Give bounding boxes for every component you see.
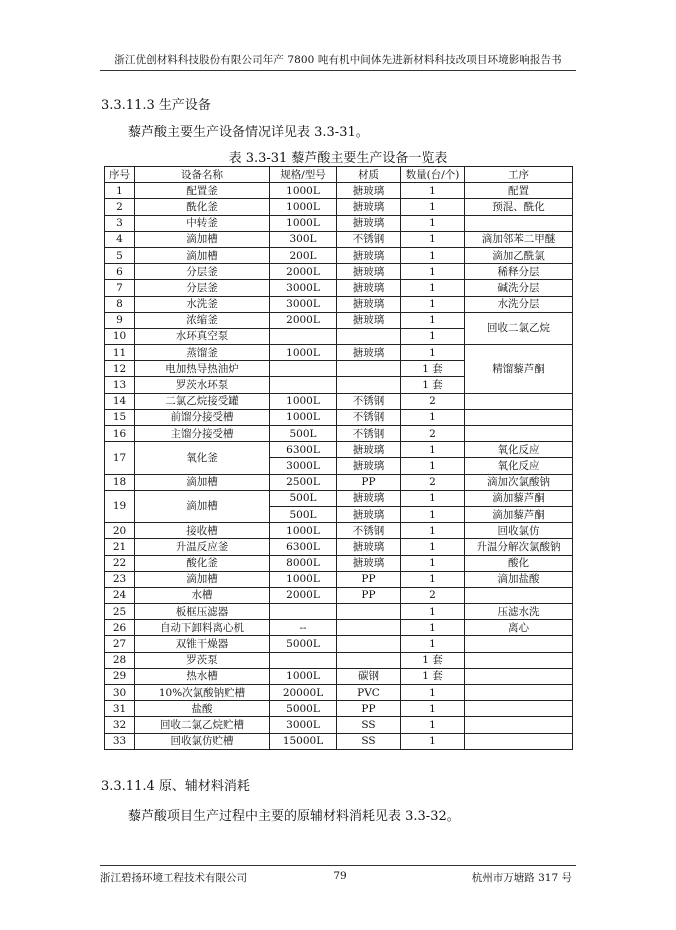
material-cell: SS bbox=[337, 733, 401, 749]
quantity-cell: 1 bbox=[401, 733, 465, 749]
index-cell: 23 bbox=[105, 571, 135, 587]
header-cell-material: 材质 bbox=[337, 167, 401, 183]
spec-cell bbox=[270, 328, 337, 344]
table-row bbox=[105, 409, 573, 425]
table-row bbox=[105, 215, 573, 231]
section-heading-equipment: 3.3.11.3 生产设备 bbox=[101, 98, 211, 113]
process-cell bbox=[465, 685, 573, 701]
spec-cell: 1000L bbox=[270, 523, 337, 539]
process-cell: 稀释分层 bbox=[465, 264, 573, 280]
index-cell: 30 bbox=[105, 685, 135, 701]
material-cell: PP bbox=[337, 571, 401, 587]
index-cell: 29 bbox=[105, 668, 135, 684]
quantity-cell: 1 bbox=[401, 717, 465, 733]
process-cell: 回收氯仿 bbox=[465, 523, 573, 539]
table-row bbox=[105, 426, 573, 442]
index-cell: 3 bbox=[105, 215, 135, 231]
material-cell bbox=[337, 652, 401, 668]
spec-cell: 300L bbox=[270, 231, 337, 247]
spec-cell: 3000L bbox=[270, 717, 337, 733]
spec-cell: 2000L bbox=[270, 587, 337, 603]
process-cell bbox=[465, 636, 573, 652]
process-cell bbox=[465, 652, 573, 668]
spec-cell bbox=[270, 361, 337, 377]
material-cell: 搪玻璃 bbox=[337, 247, 401, 263]
quantity-cell: 1 bbox=[401, 604, 465, 620]
equipment-cell: 滴加槽 bbox=[135, 571, 270, 587]
quantity-cell: 1 bbox=[401, 620, 465, 636]
spec-cell: -- bbox=[270, 620, 337, 636]
process-cell: 滴加藜芦酮 bbox=[465, 490, 573, 506]
material-cell: PP bbox=[337, 587, 401, 603]
table-row bbox=[105, 636, 573, 652]
process-cell: 滴加盐酸 bbox=[465, 571, 573, 587]
index-cell: 2 bbox=[105, 199, 135, 215]
index-cell: 6 bbox=[105, 264, 135, 280]
spec-cell bbox=[270, 377, 337, 393]
quantity-cell: 1 bbox=[401, 409, 465, 425]
spec-cell: 1000L bbox=[270, 571, 337, 587]
index-cell: 32 bbox=[105, 717, 135, 733]
index-cell: 15 bbox=[105, 409, 135, 425]
spec-cell: 3000L bbox=[270, 458, 337, 474]
quantity-cell: 1 bbox=[401, 247, 465, 263]
index-cell: 22 bbox=[105, 555, 135, 571]
index-cell: 13 bbox=[105, 377, 135, 393]
quantity-cell: 1 bbox=[401, 345, 465, 361]
equipment-cell: 双锥干燥器 bbox=[135, 636, 270, 652]
equipment-table bbox=[104, 166, 573, 750]
spec-cell bbox=[270, 652, 337, 668]
material-cell: 搪玻璃 bbox=[337, 280, 401, 296]
spec-cell: 1000L bbox=[270, 183, 337, 199]
index-cell: 8 bbox=[105, 296, 135, 312]
table-row bbox=[105, 555, 573, 571]
quantity-cell: 1 bbox=[401, 231, 465, 247]
table-row bbox=[105, 587, 573, 603]
header-rule bbox=[100, 70, 576, 71]
table-row bbox=[105, 474, 573, 490]
spec-cell: 500L bbox=[270, 506, 337, 522]
material-cell: PP bbox=[337, 701, 401, 717]
equipment-cell: 接收槽 bbox=[135, 523, 270, 539]
spec-cell: 1000L bbox=[270, 409, 337, 425]
spec-cell: 20000L bbox=[270, 685, 337, 701]
material-cell: 搪玻璃 bbox=[337, 264, 401, 280]
spec-cell: 5000L bbox=[270, 701, 337, 717]
process-cell: 升温分解次氯酸钠 bbox=[465, 539, 573, 555]
spec-cell: 200L bbox=[270, 247, 337, 263]
material-cell: 搪玻璃 bbox=[337, 296, 401, 312]
spec-cell: 3000L bbox=[270, 296, 337, 312]
table-caption: 表 3.3-31 藜芦酸主要生产设备一览表 bbox=[228, 151, 448, 166]
equipment-cell: 罗茨水环泵 bbox=[135, 377, 270, 393]
material-cell: PP bbox=[337, 474, 401, 490]
spec-cell: 6300L bbox=[270, 539, 337, 555]
quantity-cell: 1 bbox=[401, 199, 465, 215]
spec-cell: 1000L bbox=[270, 199, 337, 215]
material-cell: 搪玻璃 bbox=[337, 539, 401, 555]
table-row bbox=[105, 312, 573, 328]
spec-cell: 5000L bbox=[270, 636, 337, 652]
equipment-cell: 滴加槽 bbox=[135, 247, 270, 263]
table-row bbox=[105, 539, 573, 555]
index-cell: 20 bbox=[105, 523, 135, 539]
quantity-cell: 1 bbox=[401, 312, 465, 328]
quantity-cell: 1 bbox=[401, 685, 465, 701]
spec-cell: 2000L bbox=[270, 264, 337, 280]
process-cell bbox=[465, 587, 573, 603]
material-cell: 不锈钢 bbox=[337, 426, 401, 442]
spec-cell: 2000L bbox=[270, 312, 337, 328]
spec-cell: 1000L bbox=[270, 345, 337, 361]
table-row bbox=[105, 442, 573, 458]
index-cell: 25 bbox=[105, 604, 135, 620]
quantity-cell: 1 bbox=[401, 490, 465, 506]
table-row bbox=[105, 393, 573, 409]
table-row bbox=[105, 668, 573, 684]
material-cell: 搪玻璃 bbox=[337, 215, 401, 231]
quantity-cell: 1 bbox=[401, 264, 465, 280]
quantity-cell: 1 bbox=[401, 523, 465, 539]
equipment-cell: 浓缩釜 bbox=[135, 312, 270, 328]
quantity-cell: 2 bbox=[401, 426, 465, 442]
spec-cell: 1000L bbox=[270, 215, 337, 231]
process-cell: 滴加邻苯二甲醚 bbox=[465, 231, 573, 247]
index-cell: 31 bbox=[105, 701, 135, 717]
process-cell bbox=[465, 215, 573, 231]
quantity-cell: 2 bbox=[401, 393, 465, 409]
material-cell bbox=[337, 361, 401, 377]
material-cell: 不锈钢 bbox=[337, 393, 401, 409]
footer-rule bbox=[100, 865, 576, 866]
equipment-cell: 滴加槽 bbox=[135, 474, 270, 490]
material-cell: 不锈钢 bbox=[337, 523, 401, 539]
equipment-cell: 分层釜 bbox=[135, 280, 270, 296]
process-cell bbox=[465, 668, 573, 684]
equipment-cell: 板框压滤器 bbox=[135, 604, 270, 620]
process-cell: 配置 bbox=[465, 183, 573, 199]
material-cell: 搪玻璃 bbox=[337, 183, 401, 199]
process-cell: 氧化反应 bbox=[465, 458, 573, 474]
material-cell: 碳钢 bbox=[337, 668, 401, 684]
equipment-cell: 盐酸 bbox=[135, 701, 270, 717]
running-header: 浙江优创材料科技股份有限公司年产 7800 吨有机中间体先进新材料科技改项目环境影响报告书 bbox=[114, 54, 562, 66]
equipment-cell: 罗茨泵 bbox=[135, 652, 270, 668]
spec-cell bbox=[270, 604, 337, 620]
quantity-cell: 1 bbox=[401, 280, 465, 296]
equipment-cell: 水环真空泵 bbox=[135, 328, 270, 344]
header-cell-equipment: 设备名称 bbox=[135, 167, 270, 183]
index-cell: 5 bbox=[105, 247, 135, 263]
spec-cell: 3000L bbox=[270, 280, 337, 296]
spec-cell: 6300L bbox=[270, 442, 337, 458]
material-cell: 搪玻璃 bbox=[337, 490, 401, 506]
table-row bbox=[105, 701, 573, 717]
equipment-cell: 回收氯仿贮槽 bbox=[135, 733, 270, 749]
index-cell: 24 bbox=[105, 587, 135, 603]
equipment-cell: 热水槽 bbox=[135, 668, 270, 684]
equipment-cell: 自动下卸料离心机 bbox=[135, 620, 270, 636]
material-cell: 搪玻璃 bbox=[337, 506, 401, 522]
table-row bbox=[105, 717, 573, 733]
material-cell: 搪玻璃 bbox=[337, 199, 401, 215]
equipment-cell: 10%次氯酸钠贮槽 bbox=[135, 685, 270, 701]
spec-cell: 500L bbox=[270, 490, 337, 506]
process-cell bbox=[465, 426, 573, 442]
footer-company: 浙江碧扬环境工程技术有限公司 bbox=[100, 872, 247, 884]
table-row bbox=[105, 231, 573, 247]
quantity-cell: 1 bbox=[401, 571, 465, 587]
process-cell: 回收二氯乙烷 bbox=[465, 312, 573, 344]
quantity-cell: 2 bbox=[401, 587, 465, 603]
equipment-cell: 酰化釜 bbox=[135, 199, 270, 215]
process-cell bbox=[465, 409, 573, 425]
header-cell-spec: 规格/型号 bbox=[270, 167, 337, 183]
header-cell-process: 工序 bbox=[465, 167, 573, 183]
header-cell-quantity: 数量(台/个) bbox=[401, 167, 465, 183]
index-cell: 7 bbox=[105, 280, 135, 296]
process-cell: 滴加藜芦酮 bbox=[465, 506, 573, 522]
process-cell: 滴加乙酰氯 bbox=[465, 247, 573, 263]
process-cell bbox=[465, 701, 573, 717]
quantity-cell: 1 bbox=[401, 296, 465, 312]
quantity-cell: 1 bbox=[401, 328, 465, 344]
table-row bbox=[105, 296, 573, 312]
equipment-cell: 前馏分接受槽 bbox=[135, 409, 270, 425]
index-cell: 4 bbox=[105, 231, 135, 247]
equipment-cell: 主馏分接受槽 bbox=[135, 426, 270, 442]
quantity-cell: 1 bbox=[401, 506, 465, 522]
material-cell: 搪玻璃 bbox=[337, 312, 401, 328]
quantity-cell: 1 bbox=[401, 458, 465, 474]
material-cell bbox=[337, 377, 401, 393]
equipment-cell: 滴加槽 bbox=[135, 231, 270, 247]
header-cell-index: 序号 bbox=[105, 167, 135, 183]
quantity-cell: 1 bbox=[401, 555, 465, 571]
material-cell: 搪玻璃 bbox=[337, 458, 401, 474]
table-row bbox=[105, 652, 573, 668]
index-cell: 18 bbox=[105, 474, 135, 490]
table-row bbox=[105, 490, 573, 506]
material-cell bbox=[337, 328, 401, 344]
material-cell: 搪玻璃 bbox=[337, 345, 401, 361]
material-cell: 不锈钢 bbox=[337, 231, 401, 247]
equipment-cell: 电加热导热油炉 bbox=[135, 361, 270, 377]
quantity-cell: 1 bbox=[401, 442, 465, 458]
section-heading-materials: 3.3.11.4 原、辅材料消耗 bbox=[101, 779, 250, 794]
index-cell: 17 bbox=[105, 442, 135, 474]
table-row bbox=[105, 733, 573, 749]
table-row bbox=[105, 247, 573, 263]
index-cell: 11 bbox=[105, 345, 135, 361]
process-cell: 酸化 bbox=[465, 555, 573, 571]
quantity-cell: 1 套 bbox=[401, 361, 465, 377]
quantity-cell: 1 bbox=[401, 539, 465, 555]
process-cell bbox=[465, 717, 573, 733]
equipment-cell: 分层釜 bbox=[135, 264, 270, 280]
index-cell: 14 bbox=[105, 393, 135, 409]
quantity-cell: 1 套 bbox=[401, 652, 465, 668]
material-cell bbox=[337, 636, 401, 652]
process-cell bbox=[465, 733, 573, 749]
index-cell: 33 bbox=[105, 733, 135, 749]
index-cell: 12 bbox=[105, 361, 135, 377]
index-cell: 10 bbox=[105, 328, 135, 344]
footer-address: 杭州市万塘路 317 号 bbox=[471, 872, 572, 884]
table-row bbox=[105, 620, 573, 636]
process-cell: 压滤水洗 bbox=[465, 604, 573, 620]
table-row bbox=[105, 571, 573, 587]
material-cell bbox=[337, 620, 401, 636]
process-cell: 精馏藜芦酮 bbox=[465, 345, 573, 394]
index-cell: 28 bbox=[105, 652, 135, 668]
quantity-cell: 1 套 bbox=[401, 377, 465, 393]
spec-cell: 1000L bbox=[270, 668, 337, 684]
process-cell: 氧化反应 bbox=[465, 442, 573, 458]
equipment-cell: 酸化釜 bbox=[135, 555, 270, 571]
quantity-cell: 1 bbox=[401, 215, 465, 231]
material-cell: 搪玻璃 bbox=[337, 442, 401, 458]
section-paragraph-equipment: 藜芦酸主要生产设备情况详见表 3.3-31。 bbox=[128, 125, 369, 140]
spec-cell: 1000L bbox=[270, 393, 337, 409]
table-header-row bbox=[105, 167, 573, 183]
spec-cell: 8000L bbox=[270, 555, 337, 571]
equipment-cell: 回收二氯乙烷贮槽 bbox=[135, 717, 270, 733]
equipment-cell: 氧化釜 bbox=[135, 442, 270, 474]
quantity-cell: 1 bbox=[401, 183, 465, 199]
material-cell: 搪玻璃 bbox=[337, 555, 401, 571]
process-cell: 预混、酰化 bbox=[465, 199, 573, 215]
equipment-cell: 水洗釜 bbox=[135, 296, 270, 312]
material-cell: PVC bbox=[337, 685, 401, 701]
index-cell: 9 bbox=[105, 312, 135, 328]
equipment-cell: 配置釜 bbox=[135, 183, 270, 199]
table-row bbox=[105, 345, 573, 361]
table-row bbox=[105, 604, 573, 620]
equipment-cell: 升温反应釜 bbox=[135, 539, 270, 555]
quantity-cell: 1 bbox=[401, 701, 465, 717]
equipment-cell: 中转釜 bbox=[135, 215, 270, 231]
quantity-cell: 1 套 bbox=[401, 668, 465, 684]
spec-cell: 15000L bbox=[270, 733, 337, 749]
table-row bbox=[105, 183, 573, 199]
table-row bbox=[105, 264, 573, 280]
table-row bbox=[105, 523, 573, 539]
material-cell: SS bbox=[337, 717, 401, 733]
index-cell: 1 bbox=[105, 183, 135, 199]
index-cell: 16 bbox=[105, 426, 135, 442]
quantity-cell: 2 bbox=[401, 474, 465, 490]
process-cell: 离心 bbox=[465, 620, 573, 636]
table-row bbox=[105, 199, 573, 215]
equipment-cell: 蒸馏釜 bbox=[135, 345, 270, 361]
process-cell bbox=[465, 393, 573, 409]
table-row bbox=[105, 280, 573, 296]
spec-cell: 2500L bbox=[270, 474, 337, 490]
table-row bbox=[105, 685, 573, 701]
equipment-cell: 二氯乙烷接受罐 bbox=[135, 393, 270, 409]
index-cell: 27 bbox=[105, 636, 135, 652]
material-cell bbox=[337, 604, 401, 620]
spec-cell: 500L bbox=[270, 426, 337, 442]
index-cell: 19 bbox=[105, 490, 135, 522]
index-cell: 21 bbox=[105, 539, 135, 555]
quantity-cell: 1 bbox=[401, 636, 465, 652]
material-cell: 不锈钢 bbox=[337, 409, 401, 425]
section-paragraph-materials: 藜芦酸项目生产过程中主要的原辅材料消耗见表 3.3-32。 bbox=[128, 809, 460, 824]
equipment-cell: 滴加槽 bbox=[135, 490, 270, 522]
page-number: 79 bbox=[333, 870, 347, 882]
process-cell: 碱洗分层 bbox=[465, 280, 573, 296]
index-cell: 26 bbox=[105, 620, 135, 636]
process-cell: 水洗分层 bbox=[465, 296, 573, 312]
equipment-cell: 水槽 bbox=[135, 587, 270, 603]
process-cell: 滴加次氯酸钠 bbox=[465, 474, 573, 490]
